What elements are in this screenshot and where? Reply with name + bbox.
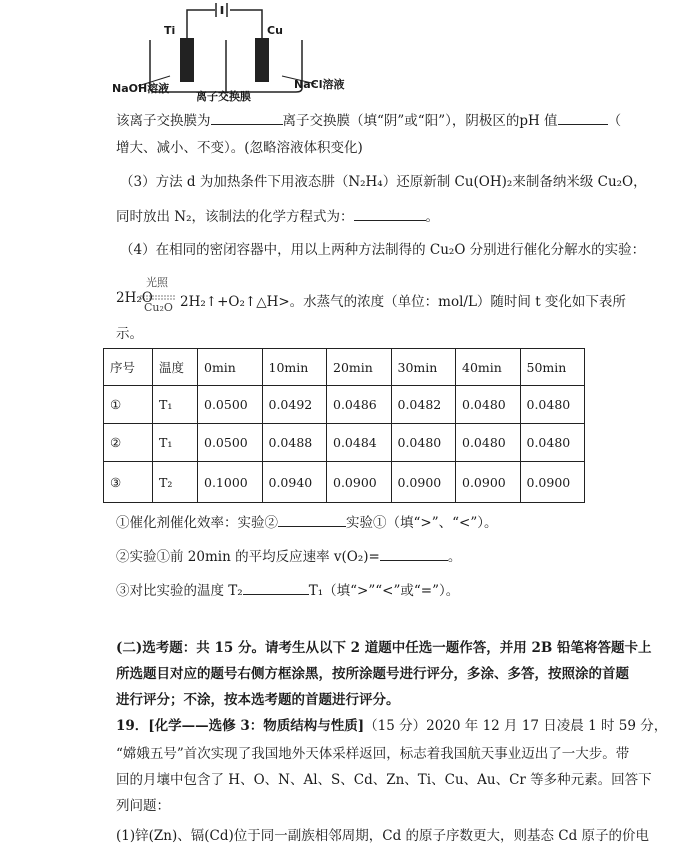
left-wire	[187, 10, 215, 38]
table-cell: 0.0486	[327, 386, 392, 424]
header-cell: 40min	[456, 349, 521, 386]
q19-line2: “嫦娥五号”首次实现了我国地外天体采样返回，标志着我国航天事业迈出了一大步。带	[116, 746, 630, 762]
table-cell: 0.0900	[327, 462, 392, 503]
subq-2	[116, 546, 461, 567]
text: 该离子交换膜为	[116, 113, 211, 129]
text: 实验①（填“>”、“<”）。	[346, 515, 498, 531]
q3-line2	[116, 206, 439, 227]
q4-line3: 示。	[116, 326, 143, 342]
table-cell: 0.0492	[262, 386, 327, 424]
ti-electrode	[180, 38, 194, 82]
subq-3	[116, 580, 459, 601]
decomposition-equation	[116, 276, 676, 316]
q19-line3: 回的月壤中包含了 H、O、N、Al、S、Cd、Zn、Ti、Cu、Au、Cr 等多种元素。回答下	[116, 772, 652, 788]
q19-title: 19．[化学——选修 3：物质结构与性质]	[116, 718, 365, 734]
section2-line1: (二)选考题：共 15 分。请考生从以下 2 道题中任选一题作答，并用 2B 铅笔将答题卡上	[116, 640, 652, 656]
q19-line4: 列问题：	[116, 798, 170, 814]
table-cell: 0.0940	[262, 462, 327, 503]
header-cell: 10min	[262, 349, 327, 386]
answer-blank	[243, 580, 309, 595]
table-cell: 0.0480	[520, 386, 585, 424]
right-wire	[230, 10, 262, 38]
table-cell: 0.0480	[520, 424, 585, 462]
section2-line3: 进行评分；不涂，按本选考题的首题进行评分。	[116, 692, 400, 708]
table-cell: T₁	[153, 386, 198, 424]
table-cell: T₁	[153, 424, 198, 462]
cu-electrode	[255, 38, 269, 82]
table-cell: 0.0482	[391, 386, 456, 424]
catalyst-cu2o: Cu₂O	[144, 301, 173, 314]
header-cell: 温度	[153, 349, 198, 386]
text: （	[607, 113, 622, 129]
reactant: 2H₂O	[116, 290, 153, 306]
table-cell: 0.0480	[456, 424, 521, 462]
table-cell: 0.0480	[391, 424, 456, 462]
text: T₁（填“>”“<”或“=”）。	[308, 583, 460, 599]
naoh-label: NaOH溶液	[112, 82, 170, 95]
header-cell: 序号	[104, 349, 153, 386]
table-cell: 0.0900	[391, 462, 456, 503]
nacl-label: NaCl溶液	[294, 78, 345, 91]
text: 离子交换膜（填“阴”或“阳”），阴极区的pH 值	[282, 113, 558, 129]
table-cell: 0.0480	[456, 386, 521, 424]
table-cell: 0.0500	[198, 386, 263, 424]
answer-blank	[211, 110, 283, 125]
products-text: 2H₂↑+O₂↑△H>。水蒸气的浓度（单位：mol/L）随时间 t 变化如下表所	[180, 294, 626, 310]
header-cell: 0min	[198, 349, 263, 386]
text: 同时放出 N₂，该制法的化学方程式为：	[116, 209, 354, 225]
text: ③对比实验的温度 T₂	[116, 583, 243, 599]
header-cell: 20min	[327, 349, 392, 386]
q3-line1: （3）方法 d 为加热条件下用液态肼（N₂H₄）还原新制 Cu(OH)₂来制备纳米级 Cu₂O，	[120, 174, 647, 190]
membrane-label: 离子交换膜	[196, 90, 251, 103]
text: 。	[425, 209, 440, 225]
membrane-question-line1	[116, 110, 621, 131]
table-cell: T₂	[153, 462, 198, 503]
section2-line2: 所选题目对应的题号右侧方框涂黑，按所涂题号进行评分，多涂、多答，按照涂的首题	[116, 666, 629, 682]
header-cell: 30min	[391, 349, 456, 386]
table-row	[104, 424, 585, 462]
table-cell: 0.0500	[198, 424, 263, 462]
subq-1	[116, 512, 497, 533]
table-header-row	[104, 349, 585, 386]
text: ②实验①前 20min 的平均反应速率 v(O₂)=	[116, 549, 380, 565]
answer-blank	[354, 206, 426, 221]
header-cell: 50min	[520, 349, 585, 386]
concentration-table	[103, 348, 585, 503]
table-cell: 0.1000	[198, 462, 263, 503]
text: （15 分）2020 年 12 月 17 日凌晨 1 时 59 分，	[364, 718, 668, 734]
text: 。	[447, 549, 462, 565]
table-cell: ②	[104, 424, 153, 462]
ti-label: Ti	[164, 24, 176, 37]
answer-blank	[558, 110, 608, 125]
table-cell: 0.0900	[456, 462, 521, 503]
table-cell: 0.0900	[520, 462, 585, 503]
answer-blank	[380, 546, 448, 561]
condition-light: 光照	[146, 276, 168, 289]
table-cell: ①	[104, 386, 153, 424]
membrane-question-line2: 增大、减小、不变）。(忽略溶液体积变化)	[116, 140, 363, 156]
answer-blank	[278, 512, 346, 527]
table-cell: 0.0484	[327, 424, 392, 462]
q19-line5: (1)锌(Zn)、镉(Cd)位于同一副族相邻周期，Cd 的原子序数更大，则基态 Cd 原子的价电	[116, 828, 650, 844]
table-cell: ③	[104, 462, 153, 503]
table-row	[104, 462, 585, 503]
q19-heading	[116, 716, 667, 736]
q4-line1: （4）在相同的密闭容器中，用以上两种方法制得的 Cu₂O 分别进行催化分解水的实验：	[120, 242, 646, 258]
table-cell: 0.0488	[262, 424, 327, 462]
text: ①催化剂催化效率：实验②	[116, 515, 278, 531]
table-row	[104, 386, 585, 424]
cu-label: Cu	[267, 24, 283, 37]
